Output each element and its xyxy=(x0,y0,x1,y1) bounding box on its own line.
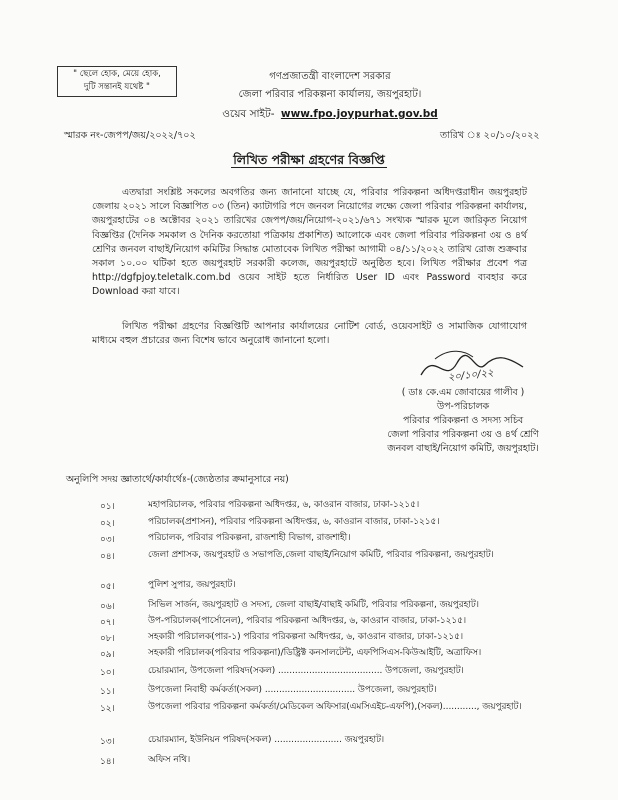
slogan-line-2: দুটি সন্তানই যথেষ্ট " xyxy=(84,82,150,92)
list-item xyxy=(100,549,570,579)
body-paragraph-2: লিখিত পরীক্ষা গ্রহণের বিজ্ঞপ্তিটি আপনার কার্যালয়ের নোটিশ বোর্ড, ওয়েবসাইট ও সামাজিক যোগাযোগ মাধ্যমে বহুল প্রচারের জন্য বিশেষ ভাবে অনুরোধ জানানো হলো। xyxy=(92,321,527,347)
slogan-box xyxy=(57,66,177,97)
cc-text: সিভিল সার্জন, জয়পুরহাট ও সদস্য, জেলা বাছাই/বাছাই কমিটি, পরিবার পরিকল্পনা, জয়পুরহাট। xyxy=(148,600,479,610)
cc-text: সহকারী পরিচালক(পার-১) পরিবার পরিকল্পনা অধিদপ্তর, ৬, কাওরান বাজার, ঢাকা-১২১৫। xyxy=(148,632,464,642)
cc-number: ০৭। xyxy=(100,618,115,628)
cc-number: ১১। xyxy=(100,687,115,697)
list-item xyxy=(100,684,570,701)
signature-block xyxy=(333,386,593,456)
signer-role: পরিবার পরিকল্পনা ও সদস্য সচিব xyxy=(402,415,524,426)
signer-name: ( ডাঃ কে.এম জোবায়ের গালীব ) xyxy=(401,387,525,398)
title-text: লিখিত পরীক্ষা গ্রহণের বিজ্ঞপ্তি xyxy=(233,152,385,167)
cc-number: ১২। xyxy=(100,704,115,714)
cc-text: উপজেলা পরিবার পরিকল্পনা কর্মকর্তা/মেডিকেল অফিসার(এমসিএইচ-এফপি),(সকল)............, জয়পুরহাট। xyxy=(148,702,522,712)
cc-number: ০৮। xyxy=(100,634,115,644)
list-item xyxy=(100,734,570,754)
list-item xyxy=(100,665,570,684)
cc-list xyxy=(100,499,570,770)
cc-number: ০৫। xyxy=(100,582,115,592)
website-label: ওয়েব সাইট- xyxy=(222,108,275,120)
header-govt: গণপ্রজাতন্ত্রী বাংলাদেশ সরকার xyxy=(269,71,391,82)
cc-text: পরিচালক, পরিবার পরিকল্পনা, রাজশাহী বিভাগ, রাজশাহী। xyxy=(148,533,351,543)
cc-text: জেলা প্রশাসক, জয়পুরহাট ও সভাপতি,জেলা বাছাই/নিয়োগ কমিটি, পরিবার পরিকল্পনা, জয়পুরহাট। xyxy=(148,550,494,560)
list-item xyxy=(100,615,570,631)
list-item xyxy=(100,701,570,734)
cc-text: পরিচালক(প্রশাসন), পরিবার পরিকল্পনা অধিদপ্তর, ৬, কাওরান বাজার, ঢাকা-১২১৫। xyxy=(148,517,440,527)
cc-number: ০২। xyxy=(100,519,115,529)
list-item xyxy=(100,647,570,665)
cc-number: ০৪। xyxy=(100,552,115,562)
cc-text: উপজেলা নিবাহী কর্মকর্তা(সকল) ................................ উপজেলা, জয়পুরহাট। xyxy=(148,685,437,695)
list-item xyxy=(100,631,570,647)
cc-number: ০৬। xyxy=(100,602,115,612)
cc-text: সহকারী পরিচালক(পরিবার পরিকল্পনা)/ডিষ্ট্রিক্ট কনসালটেন্ট, এফপিসিএস-কিউআইটি, অত্রাফিস। xyxy=(148,648,482,658)
list-item xyxy=(100,599,570,615)
cc-text: অফিস নথি। xyxy=(148,755,191,765)
header-website-line xyxy=(180,107,480,124)
signer-designation: উপ-পরিচালক xyxy=(436,401,490,412)
memo-date: তারিখ ঃ ২০/১০/২০২২ xyxy=(440,130,540,141)
list-item xyxy=(100,532,570,549)
list-item xyxy=(100,754,570,770)
cc-heading: অনুলিপি সদয় জ্ঞাতার্থে/কার্যার্থেঃ-(জ্যেষ্ঠতার ক্রমানুসারে নয়) xyxy=(66,474,289,485)
cc-number: ০৩। xyxy=(100,535,115,545)
cc-text: পুলিশ সুপার, জয়পুরহাট। xyxy=(148,580,236,590)
signer-committee: জেলা পরিবার পরিকল্পনা ৩য় ও ৪র্থ শ্রেণি xyxy=(387,429,539,440)
list-item xyxy=(100,499,570,516)
website-link[interactable]: www.fpo.joypurhat.gov.bd xyxy=(280,108,438,120)
body-paragraph-1: এতদ্বারা সংশ্লিষ্ট সকলের অবগতির জন্য জানানো যাচ্ছে যে, পরিবার পরিকল্পনা অধিদপ্তরাধীন জয়পুরহাট জেলায় ২০২১ সালে বিজ্ঞাপিত ০৩ (তিন) ক্যাটাগরি পদে জনবল নিয়োগের লক্ষ্যে জেলা পরিবার পরিকল্পনা কার্যালয়, জয়পুরহাটের ০৪ অক্টোবর ২০২১ তারিখের জেপপ/জয়/নিয়োগ-২০২১/৬৭১ সংখ্যক স্মারক মূলে জারিকৃত নিয়োগ বিজ্ঞপ্তির (দৈনিক সমকাল ও দৈনিক করতোয়া পত্রিকায় প্রকাশিত) আলোকে এবং জেলা পরিবার পরিকল্পনা ৩য় ও ৪র্থ শ্রেণির জনবল বাছাই/নিয়োগ কমিটির সিদ্ধান্ত মোতাবেক লিখিত পরীক্ষা আগামী ০৪/১১/২০২২ তারিখ রোজ শুক্রবার সকাল ১০.০০ ঘটিকা হতে জয়পুরহাট সরকারী কলেজ, জয়পুরহাটে অনুষ্ঠিত হবে। লিখিত পরীক্ষার প্রবেশ পত্র http://dgfpjoy.teletalk.com.bd ওয়েব সাইট হতে নির্ধারিত User ID এবং Password ব্যবহার করে Download করা যাবে। xyxy=(92,187,527,298)
cc-text: চেয়ারম্যান, ইউনিয়ন পরিষদ(সকল) ........................ জয়পুরহাট। xyxy=(148,735,385,745)
cc-text: চেয়ারম্যান, উপজেলা পরিষদ(সকল) ..................................... উপজেলা, জয়পুরহাট। xyxy=(148,666,464,676)
cc-text: উপ-পরিচালক(পার্সোনেল), পরিবার পরিকল্পনা অধিদপ্তর, ৬, কাওরান বাজার, ঢাকা-১২১৫। xyxy=(148,616,467,626)
cc-number: ১৩। xyxy=(100,737,115,747)
signer-committee-2: জনবল বাছাই/নিয়োগ কমিটি, জয়পুরহাট। xyxy=(387,443,539,454)
page-title xyxy=(0,152,618,172)
cc-text: মহাপরিচালক, পরিবার পরিকল্পনা অধিদপ্তর, ৬, কাওরান বাজার, ঢাকা-১২১৫। xyxy=(148,500,420,510)
list-item xyxy=(100,579,570,599)
header-office: জেলা পরিবার পরিকল্পনা কার্যালয়, জয়পুরহাট। xyxy=(238,89,422,100)
cc-number: ০১। xyxy=(100,502,115,512)
signature-date: ২০/১০/২২ xyxy=(447,367,495,384)
list-item xyxy=(100,516,570,532)
slogan-line-1: " ছেলে হোক, মেয়ে হোক, xyxy=(73,69,161,79)
cc-number: ১৪। xyxy=(100,757,115,767)
memo-number: স্মারক নং-জেপপ/জয়/২০২২/৭০২ xyxy=(64,130,196,141)
cc-number: ০৯। xyxy=(100,650,115,660)
cc-number: ১০। xyxy=(100,668,115,678)
